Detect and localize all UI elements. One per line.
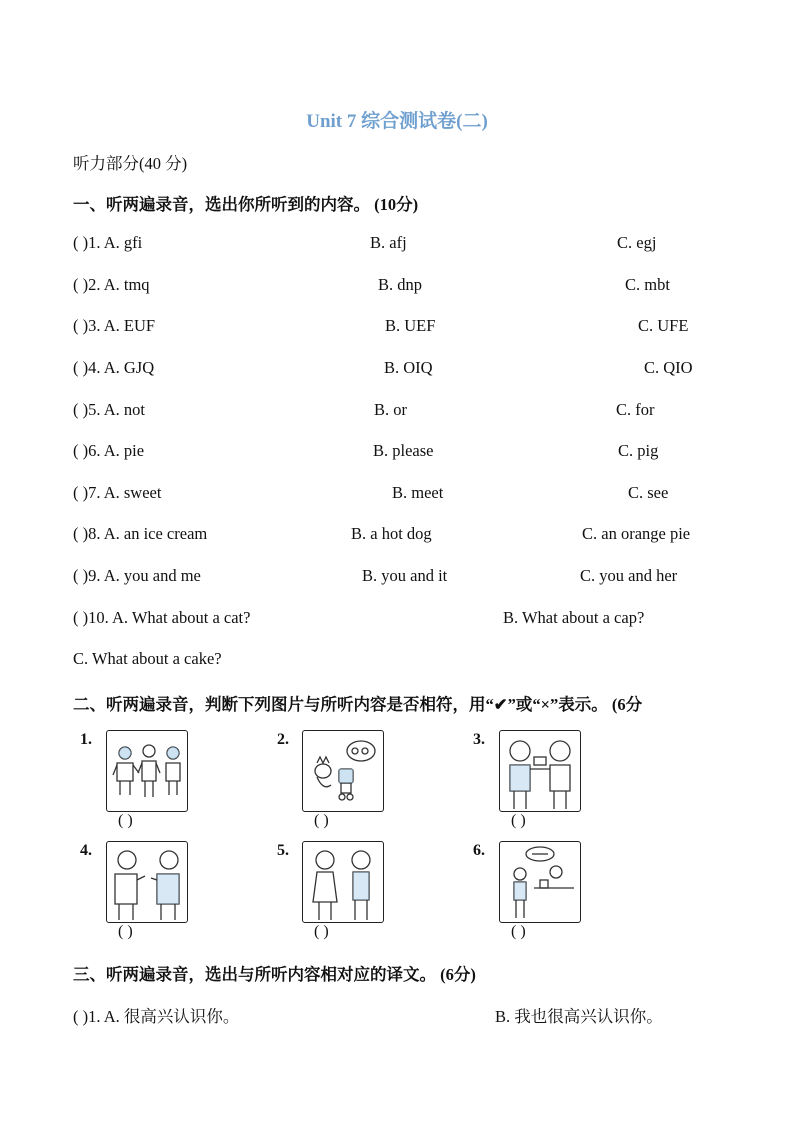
q4-a: ( )4. A. GJQ (73, 358, 155, 377)
section1-heading: 一、听两遍录音，选出你所听到的内容。 (10分) (73, 195, 419, 214)
pic6-answer[interactable]: ( ) (511, 923, 526, 940)
pic6-number: 6. (473, 842, 485, 859)
q5-b: B. or (374, 400, 407, 419)
pic1-answer[interactable]: ( ) (118, 812, 133, 829)
food-shop-icon (499, 841, 581, 923)
q7-a: ( )7. A. sweet (73, 483, 162, 502)
q8-a: ( )8. A. an ice cream (73, 524, 208, 543)
q9-b: B. you and it (362, 566, 448, 585)
part-heading: 听力部分(40 分) (73, 154, 188, 173)
q7-b: B. meet (392, 483, 444, 502)
two-boys-greeting-icon (106, 841, 188, 923)
q1-a: ( )1. A. gfi (73, 233, 143, 252)
q2-a: ( )2. A. tmq (73, 275, 150, 294)
q3-a: ( )3. A. EUF (73, 316, 156, 335)
section3-heading: 三、听两遍录音，选出与所听内容相对应的译文。 (6分) (73, 965, 476, 984)
pic4-number: 4. (80, 842, 92, 859)
q9-c: C. you and her (580, 566, 678, 585)
q10-a: ( )10. A. What about a cat? (73, 608, 251, 627)
q8-c: C. an orange pie (582, 524, 691, 543)
q1-c: C. egj (617, 233, 657, 252)
q6-b: B. please (373, 441, 434, 460)
q5-c: C. for (616, 400, 655, 419)
pic2-number: 2. (277, 731, 289, 748)
q4-c: C. QIO (644, 358, 693, 377)
q10-c: C. What about a cake? (73, 649, 222, 668)
pic1-number: 1. (80, 731, 92, 748)
s3-q1-a: ( )1. A. 很高兴认识你。 (73, 1007, 240, 1026)
q2-c: C. mbt (625, 275, 670, 294)
q2-b: B. dnp (378, 275, 423, 294)
q10-b: B. What about a cap? (503, 608, 645, 627)
q1-b: B. afj (370, 233, 407, 252)
q4-b: B. OIQ (384, 358, 433, 377)
section2-heading: 二、听两遍录音，判断下列图片与所听内容是否相符，用“✔”或“×”表示。 (6分 (73, 695, 643, 714)
two-girls-talking-icon (302, 841, 384, 923)
q6-a: ( )6. A. pie (73, 441, 145, 460)
pic5-number: 5. (277, 842, 289, 859)
pic5-answer[interactable]: ( ) (314, 923, 329, 940)
two-girls-gift-icon (499, 730, 581, 812)
pic2-answer[interactable]: ( ) (314, 812, 329, 829)
s3-q1-b: B. 我也很高兴认识你。 (495, 1007, 663, 1026)
pic4-answer[interactable]: ( ) (118, 923, 133, 940)
q7-c: C. see (628, 483, 669, 502)
q8-b: B. a hot dog (351, 524, 432, 543)
pic3-number: 3. (473, 731, 485, 748)
q3-b: B. UEF (385, 316, 436, 335)
page-title: Unit 7 综合测试卷(二) (306, 111, 488, 132)
three-children-icon (106, 730, 188, 812)
cat-and-robot-icon (302, 730, 384, 812)
q6-c: C. pig (618, 441, 659, 460)
q9-a: ( )9. A. you and me (73, 566, 201, 585)
pic3-answer[interactable]: ( ) (511, 812, 526, 829)
q3-c: C. UFE (638, 316, 689, 335)
q5-a: ( )5. A. not (73, 400, 145, 419)
